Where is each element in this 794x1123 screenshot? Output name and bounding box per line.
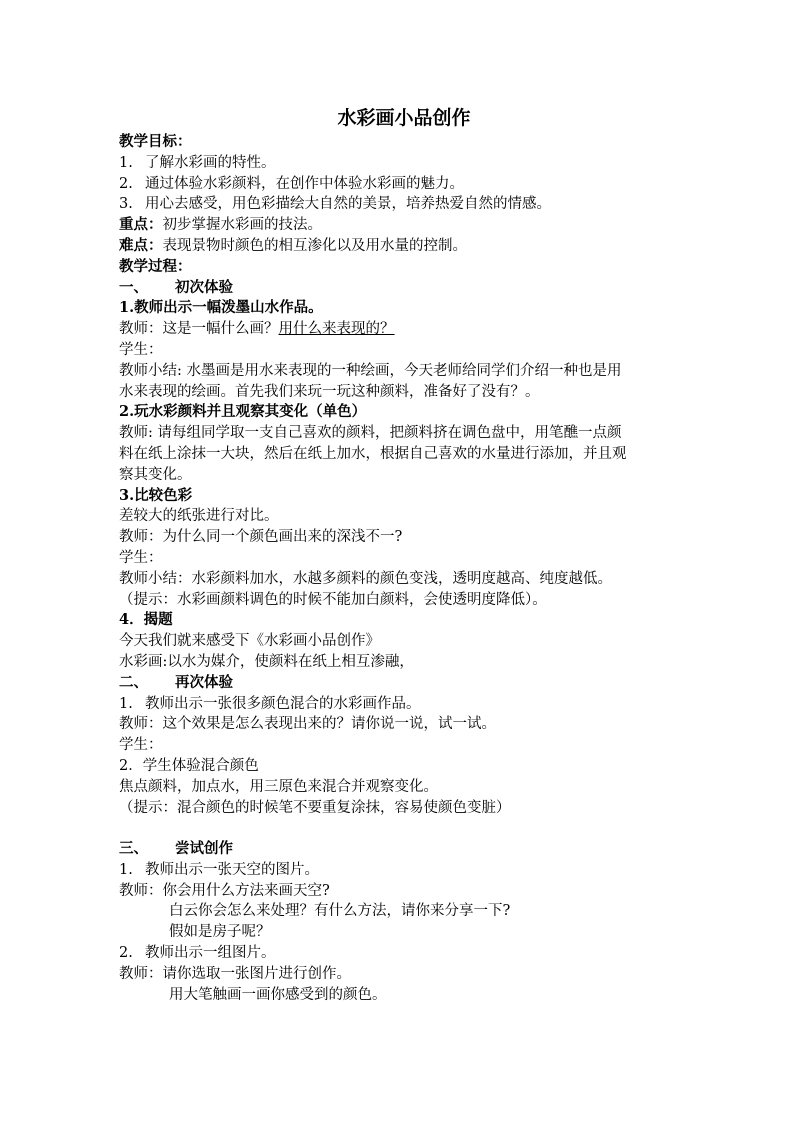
section-number: 二、: [119, 673, 148, 691]
list-text: 教师出示一组图片。: [145, 945, 276, 962]
list-item: [119, 174, 679, 195]
list-item: [119, 694, 679, 715]
paragraph-line: 差较大的纸张进行对比。: [119, 508, 279, 525]
page-title: 水彩画小品创作: [337, 107, 471, 129]
section-title: 尝试创作: [175, 840, 233, 858]
list-number: 2.: [119, 945, 133, 962]
teacher-question: 教师：这个效果是怎么表现出来的？请你说一说，试一试。: [119, 716, 496, 733]
section-number: 一、: [119, 278, 148, 296]
question-underlined: 用什么来表现的？: [278, 321, 395, 338]
list-number: 1.: [119, 154, 133, 171]
section-heading-3: [119, 839, 679, 860]
section-title: 初次体验: [175, 278, 233, 296]
list-number: 2.: [119, 175, 133, 192]
paragraph-line: 用大笔触画一画你感受到的颜色。: [169, 986, 387, 1003]
student-line: 学生：: [119, 549, 163, 566]
question-text: 教师：这是一幅什么画？: [119, 321, 279, 338]
difficulty: [119, 236, 679, 257]
list-item: [119, 153, 679, 174]
list-number: 1.: [119, 695, 133, 712]
subsection-title: 4．揭题: [119, 611, 173, 629]
subsection-title: 1.教师出示一幅泼墨山水作品。: [119, 299, 323, 317]
key-point: [119, 215, 679, 236]
paragraph-line: 教师小结：水彩颜料加水，水越多颜料的颜色变浅，透明度越高、纯度越低。: [119, 570, 612, 587]
difficulty-label: 难点：: [119, 236, 163, 254]
paragraph-line: 焦点颜料，加点水，用三原色来混合并观察变化。: [119, 778, 438, 795]
list-text: 教师出示一张天空的图片。: [145, 861, 319, 878]
list-text: 教师出示一张很多颜色混合的水彩画作品。: [145, 695, 421, 712]
list-item: [119, 860, 679, 881]
difficulty-text: 表现景物时颜色的相互渗化以及用水量的控制。: [162, 237, 467, 254]
objectives-heading: 教学目标：: [119, 133, 192, 150]
paragraph-line: 今天我们就来感受下《水彩画小品创作》: [119, 633, 380, 650]
section-title: 再次体验: [175, 673, 233, 691]
subsection-title: 3.比较色彩: [119, 486, 193, 504]
list-text: 了解水彩画的特性。: [145, 154, 276, 171]
teacher-question: 教师：请你选取一张图片进行创作。: [119, 965, 351, 982]
process-heading: 教学过程：: [119, 257, 192, 275]
teacher-question: 教师：为什么同一个颜色画出来的深浅不一?: [119, 529, 403, 546]
blank-line: [119, 818, 679, 839]
paragraph-line: 假如是房子呢？: [169, 924, 271, 941]
list-number: 1.: [119, 861, 133, 878]
paragraph-line: 白云你会怎么来处理？有什么方法，请你来分享一下?: [169, 903, 511, 920]
list-item: [119, 194, 679, 215]
list-item: 2．学生体验混合颜色: [119, 757, 259, 774]
student-line: 学生：: [119, 341, 163, 358]
teacher-question: 教师：你会用什么方法来画天空?: [119, 882, 330, 899]
list-number: 3.: [119, 196, 133, 213]
list-text: 通过体验水彩颜料，在创作中体验水彩画的魅力。: [145, 175, 464, 192]
paragraph-line: 水彩画:以水为媒介，使颜料在纸上相互渗融，: [119, 653, 414, 670]
list-item: [119, 943, 679, 964]
paragraph-line: 料在纸上涂抹一大块，然后在纸上加水，根据自己喜欢的水量进行添加，并且观: [119, 445, 627, 462]
teacher-question: [119, 319, 679, 340]
section-heading-1: [119, 278, 679, 299]
tip-line: （提示：混合颜色的时候笔不要重复涂抹，容易使颜色变脏）: [119, 799, 511, 816]
key-point-text: 初步掌握水彩画的技法。: [162, 217, 322, 234]
key-point-label: 重点：: [119, 216, 163, 234]
paragraph-line: 教师: 请每组同学取一支自己喜欢的颜料，把颜料挤在调色盘中，用笔醮一点颜: [119, 425, 622, 442]
subsection-title: 2.玩水彩颜料并且观察其变化（单色）: [119, 403, 367, 421]
document-page: [119, 104, 679, 1005]
paragraph-line: 水来表现的绘画。首先我们来玩一玩这种颜料，准备好了没有？。: [119, 383, 540, 400]
list-text: 用心去感受，用色彩描绘大自然的美景，培养热爱自然的情感。: [145, 196, 551, 213]
tip-line: （提示：水彩画颜料调色的时候不能加白颜料，会使透明度降低）。: [119, 591, 547, 608]
student-line: 学生：: [119, 737, 163, 754]
paragraph-line: 教师小结: 水墨画是用水来表现的一种绘画，今天老师给同学们介绍一种也是用: [119, 362, 622, 379]
paragraph-line: 察其变化。: [119, 466, 192, 483]
section-heading-2: [119, 673, 679, 694]
section-number: 三、: [119, 840, 148, 858]
